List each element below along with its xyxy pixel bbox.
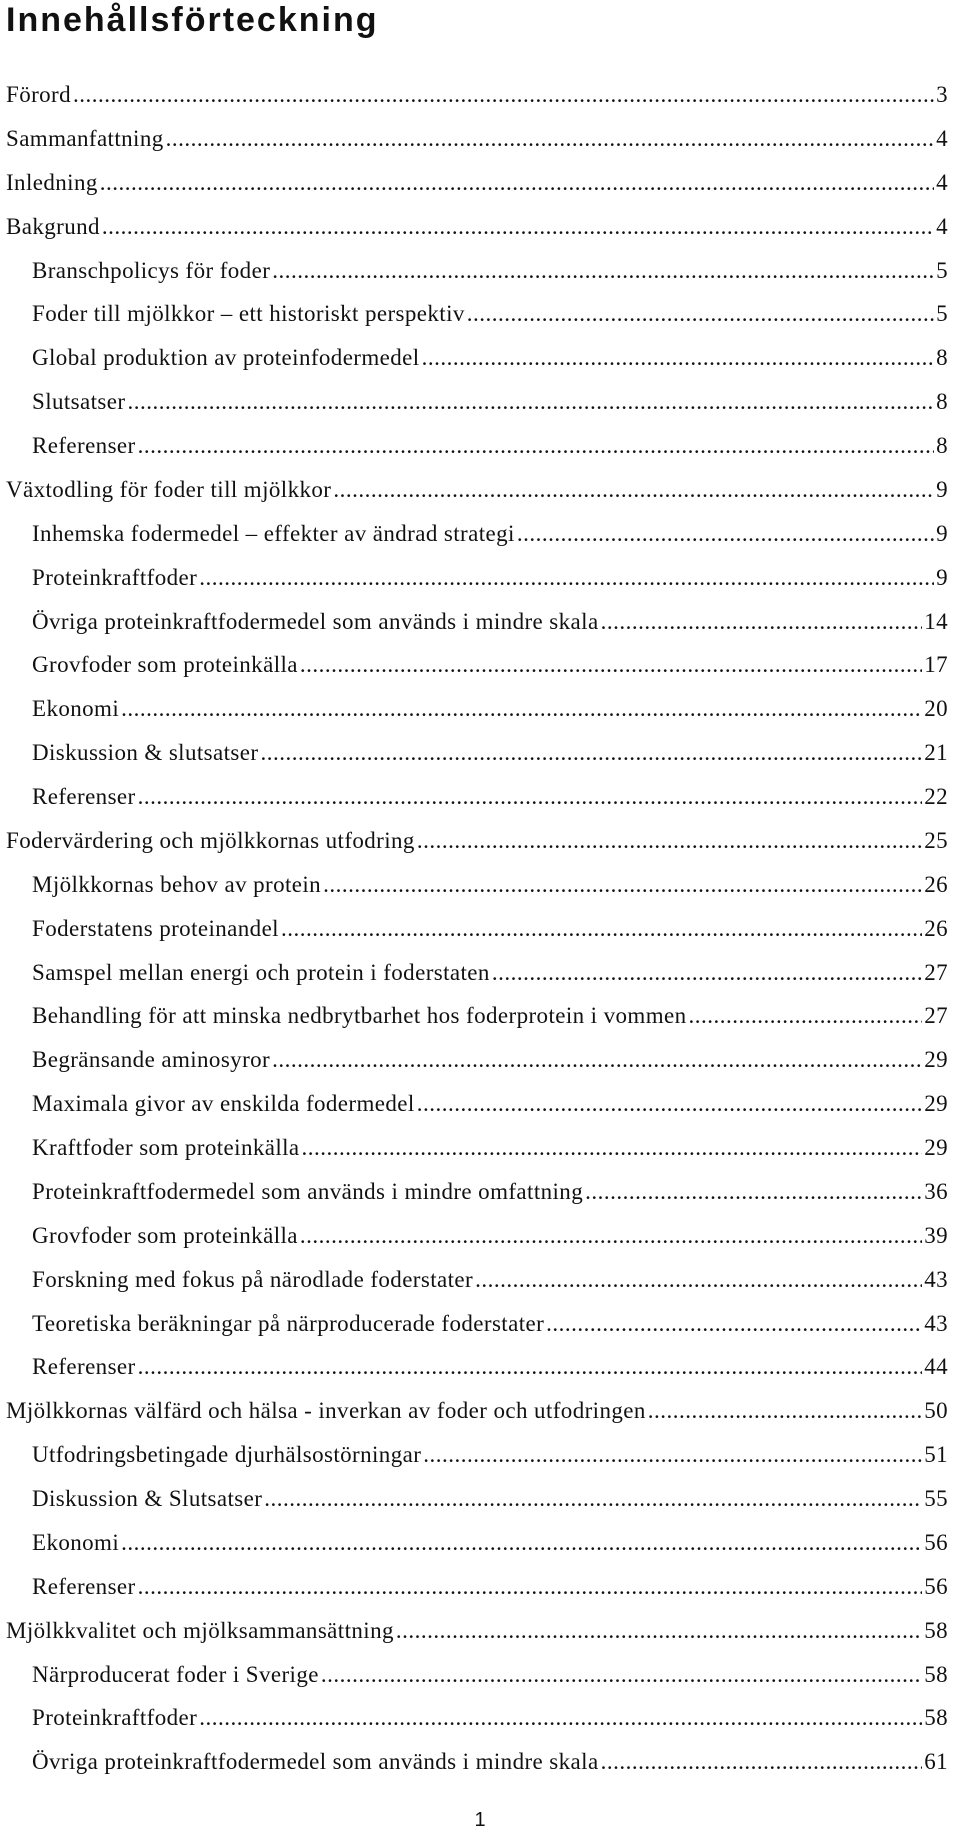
toc-dot-leader (121, 1530, 922, 1556)
toc-entry-title: Ekonomi (32, 1529, 120, 1555)
toc-dot-leader (475, 1267, 922, 1293)
toc-entry-title: Mjölkkornas behov av protein (32, 871, 322, 897)
toc-entry-title: Grovfoder som proteinkälla (32, 1222, 298, 1248)
toc-dot-leader (417, 1091, 923, 1117)
toc-dot-leader (689, 1003, 923, 1029)
toc-entry[interactable] (6, 301, 948, 345)
toc-entry-title: Bakgrund (6, 213, 100, 239)
toc-entry-page-number: 44 (924, 1354, 948, 1380)
toc-entry-page-number: 5 (936, 257, 948, 283)
toc-entry[interactable] (6, 258, 948, 302)
toc-entry[interactable] (6, 1135, 948, 1179)
toc-entry-title: Proteinkraftfodermedel som används i mindre omfattning (32, 1178, 584, 1204)
toc-dot-leader (121, 696, 922, 722)
toc-entry-page-number: 17 (924, 652, 948, 678)
toc-entry[interactable] (6, 960, 948, 1004)
toc-dot-leader (423, 1442, 922, 1468)
toc-dot-leader (396, 1618, 922, 1644)
toc-dot-leader (517, 521, 934, 547)
toc-entry-page-number: 5 (936, 301, 948, 327)
toc-entry-page-number: 9 (936, 476, 948, 502)
toc-entry-title: Diskussion & slutsatser (32, 740, 259, 766)
toc-entry[interactable] (6, 389, 948, 433)
toc-entry-page-number: 26 (924, 871, 948, 897)
toc-dot-leader (138, 784, 923, 810)
toc-dot-leader (648, 1398, 922, 1424)
toc-dot-leader (166, 126, 934, 152)
toc-entry-page-number: 43 (924, 1310, 948, 1336)
toc-entry-title: Övriga proteinkraftfodermedel som används i mindre skala (32, 1749, 599, 1775)
toc-entry[interactable] (6, 170, 948, 214)
toc-entry[interactable] (6, 82, 948, 126)
toc-entry-page-number: 29 (924, 1047, 948, 1073)
toc-entry[interactable] (6, 740, 948, 784)
toc-entry-title: Behandling för att minska nedbrytbarhet hos foderprotein i vommen (32, 1003, 687, 1029)
toc-entry-title: Utfodringsbetingade djurhälsostörningar (32, 1442, 422, 1468)
toc-dot-leader (601, 1749, 923, 1775)
toc-dot-leader (467, 301, 934, 327)
toc-entry[interactable] (6, 477, 948, 521)
toc-entry-title: Forskning med fokus på närodlade foderstater (32, 1266, 474, 1292)
toc-dot-leader (300, 1223, 922, 1249)
page-title: Innehållsförteckning (6, 1, 379, 39)
toc-entry-title: Övriga proteinkraftfodermedel som används i mindre skala (32, 608, 599, 634)
toc-entry[interactable] (6, 828, 948, 872)
toc-entry-title: Foder till mjölkkor – ett historiskt perspektiv (32, 301, 465, 327)
toc-entry-title: Fodervärdering och mjölkkornas utfodring (6, 827, 415, 853)
toc-entry-page-number: 3 (936, 82, 948, 107)
toc-dot-leader (138, 433, 934, 459)
toc-entry[interactable] (6, 1618, 948, 1662)
toc-dot-leader (585, 1179, 922, 1205)
toc-entry[interactable] (6, 1486, 948, 1530)
toc-entry-page-number: 8 (936, 345, 948, 371)
toc-entry-page-number: 8 (936, 389, 948, 415)
toc-dot-leader (323, 872, 922, 898)
toc-dot-leader (199, 1705, 922, 1731)
toc-entry[interactable] (6, 1267, 948, 1311)
toc-entry-title: Slutsatser (32, 389, 126, 415)
toc-entry-page-number: 36 (924, 1178, 948, 1204)
toc-entry-title: Inledning (6, 169, 98, 195)
toc-dot-leader (138, 1354, 923, 1380)
toc-entry-page-number: 50 (924, 1398, 948, 1424)
toc-entry-title: Grovfoder som proteinkälla (32, 652, 298, 678)
toc-entry[interactable] (6, 1223, 948, 1267)
toc-entry-page-number: 39 (924, 1222, 948, 1248)
toc-dot-leader (127, 389, 934, 415)
toc-entry-title: Inhemska fodermedel – effekter av ändrad strategi (32, 520, 515, 546)
toc-entry[interactable] (6, 1179, 948, 1223)
toc-entry[interactable] (6, 1662, 948, 1706)
toc-entry-title: Referenser (32, 433, 136, 458)
toc-entry-page-number: 4 (936, 169, 948, 195)
toc-dot-leader (272, 258, 934, 284)
toc-dot-leader (199, 565, 934, 591)
toc-entry[interactable] (6, 214, 948, 258)
toc-entry-page-number: 58 (924, 1617, 948, 1643)
toc-dot-leader (100, 170, 934, 196)
toc-dot-leader (102, 214, 934, 240)
toc-entry-page-number: 58 (924, 1705, 948, 1731)
toc-entry-title: Förord (6, 82, 72, 107)
toc-entry-page-number: 4 (936, 213, 948, 239)
toc-entry[interactable] (6, 345, 948, 389)
toc-entry-page-number: 9 (936, 564, 948, 590)
toc-entry-page-number: 21 (924, 740, 948, 766)
toc-dot-leader (492, 960, 922, 986)
toc-dot-leader (272, 1047, 922, 1073)
toc-entry-title: Begränsande aminosyror (32, 1047, 271, 1073)
toc-entry-page-number: 14 (924, 608, 948, 634)
toc-entry-title: Växtodling för foder till mjölkkor (6, 476, 332, 502)
toc-dot-leader (546, 1311, 922, 1337)
toc-entry-page-number: 29 (924, 1091, 948, 1117)
toc-entry-title: Sammanfattning (6, 125, 164, 151)
toc-entry-title: Samspel mellan energi och protein i foderstaten (32, 959, 490, 985)
toc-entry[interactable] (6, 1442, 948, 1486)
toc-dot-leader (417, 828, 922, 854)
toc-entry[interactable] (6, 916, 948, 960)
toc-dot-leader (302, 1135, 923, 1161)
toc-entry-page-number: 56 (924, 1529, 948, 1555)
toc-entry[interactable] (6, 1047, 948, 1091)
toc-dot-leader (138, 1574, 923, 1600)
toc-entry-page-number: 29 (924, 1135, 948, 1160)
toc-entry-page-number: 8 (936, 433, 948, 458)
toc-entry-title: Global produktion av proteinfodermedel (32, 345, 420, 371)
toc-entry[interactable] (6, 1311, 948, 1355)
toc-entry-title: Referenser (32, 1573, 136, 1599)
toc-entry-page-number: 9 (936, 520, 948, 546)
toc-entry[interactable] (6, 696, 948, 740)
toc-entry-title: Referenser (32, 784, 136, 809)
toc-entry[interactable] (6, 565, 948, 609)
toc-dot-leader (321, 1662, 922, 1688)
toc-entry-page-number: 56 (924, 1573, 948, 1599)
toc-entry-page-number: 43 (924, 1266, 948, 1292)
toc-entry[interactable] (6, 521, 948, 565)
toc-entry[interactable] (6, 433, 948, 477)
toc-entry[interactable] (6, 609, 948, 653)
toc-entry-page-number: 22 (924, 784, 948, 809)
toc-entry-title: Proteinkraftfoder (32, 564, 198, 590)
toc-entry-title: Foderstatens proteinandel (32, 915, 279, 941)
toc-entry-title: Proteinkraftfoder (32, 1705, 198, 1731)
toc-entry[interactable] (6, 1091, 948, 1135)
toc-entry[interactable] (6, 1003, 948, 1047)
page-number: 1 (474, 1809, 486, 1831)
toc-entry-title: Maximala givor av enskilda fodermedel (32, 1091, 415, 1117)
toc-dot-leader (333, 477, 934, 503)
toc-entry-page-number: 25 (924, 827, 948, 853)
toc-entry-page-number: 20 (924, 696, 948, 722)
toc-entry[interactable] (6, 652, 948, 696)
toc-dot-leader (422, 345, 935, 371)
toc-entry-page-number: 51 (924, 1442, 948, 1468)
toc-dot-leader (281, 916, 922, 942)
toc-entry[interactable] (6, 1574, 948, 1618)
toc-entry-page-number: 55 (924, 1486, 948, 1511)
toc-entry[interactable] (6, 126, 948, 170)
toc-entry-title: Referenser (32, 1354, 136, 1380)
toc-entry[interactable] (6, 1354, 948, 1398)
toc-entry[interactable] (6, 784, 948, 828)
toc-dot-leader (260, 740, 922, 766)
toc-entry-page-number: 4 (936, 125, 948, 151)
toc-entry-page-number: 27 (924, 959, 948, 985)
toc-entry[interactable] (6, 1398, 948, 1442)
toc-entry-title: Teoretiska beräkningar på närproducerade foderstater (32, 1310, 545, 1336)
toc-entry-title: Mjölkkornas välfärd och hälsa - inverkan av foder och utfodringen (6, 1398, 646, 1424)
toc-entry[interactable] (6, 872, 948, 916)
toc-dot-leader (264, 1486, 922, 1512)
toc-dot-leader (300, 652, 922, 678)
toc-entry[interactable] (6, 1749, 948, 1793)
toc-entry-title: Kraftfoder som proteinkälla (32, 1135, 300, 1160)
toc-dot-leader (601, 609, 923, 635)
toc-entry-page-number: 58 (924, 1661, 948, 1687)
toc-entry-page-number: 26 (924, 915, 948, 941)
toc-entry[interactable] (6, 1705, 948, 1749)
toc-entry-title: Ekonomi (32, 696, 120, 722)
toc-entry-title: Mjölkkvalitet och mjölksammansättning (6, 1617, 394, 1643)
toc-entry-page-number: 27 (924, 1003, 948, 1029)
toc-entry-title: Diskussion & Slutsatser (32, 1486, 263, 1511)
toc-entry-page-number: 61 (924, 1749, 948, 1775)
toc-entry[interactable] (6, 1530, 948, 1574)
toc-dot-leader (73, 82, 934, 108)
toc-entry-title: Branschpolicys för foder (32, 257, 271, 283)
table-of-contents (6, 82, 948, 1793)
toc-entry-title: Närproducerat foder i Sverige (32, 1661, 319, 1687)
